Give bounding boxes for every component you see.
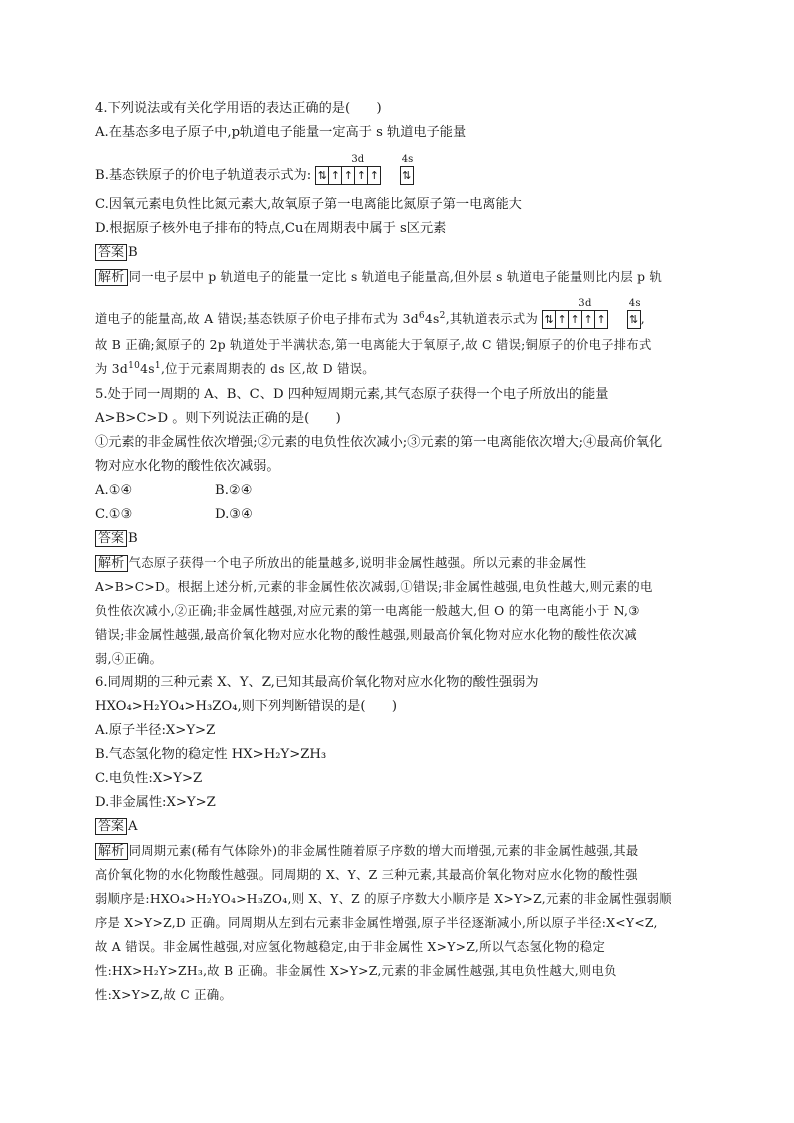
orbital-box: ↑ <box>329 167 342 184</box>
question-4-analysis-line: 道电子的能量高,故 A 错误;基态铁原子价电子排布式为 $3d^64s^2$,其轨道表示式为 3d ⇅ ↑ ↑ ↑ ↑ 4s ⇅ , <box>95 310 645 329</box>
question-4-option-c: C.因氧元素电负性比氮元素大,故氧原子第一电离能比氮原子第一电离能大 <box>95 197 522 212</box>
orbital-box: ⇅ <box>316 167 329 184</box>
orbital-box: ↑ <box>556 311 569 328</box>
question-6-option-d: D.非金属性:X>Y>Z <box>95 795 216 810</box>
question-5-option-a: A.①④ <box>95 483 133 498</box>
question-5-answer <box>95 530 138 548</box>
question-5-options-row <box>95 482 253 500</box>
orbital-diagram-4s: 4s ⇅ <box>400 166 414 185</box>
question-5-option-c: C.①③ <box>95 507 133 522</box>
orbital-box: ↑ <box>582 311 595 328</box>
orbital-diagram-3d: 3d ⇅ ↑ ↑ ↑ ↑ <box>542 310 608 329</box>
question-6-analysis-line: 高价氧化物的水化物酸性越强。同周期的 X、Y、Z 三种元素,其最高价氧化物对应水化物的酸性强 <box>95 868 638 882</box>
orbital-diagram-3d: 3d ⇅ ↑ ↑ ↑ ↑ <box>315 166 381 185</box>
orbital-box: ↑ <box>569 311 582 328</box>
question-5-analysis-line: 错误;非金属性越强,最高价氧化物对应水化物的酸性越强,则最高价氧化物对应水化物的酸性依次减 <box>95 628 637 642</box>
question-6-analysis-line: 序是 X>Y>Z,D 正确。同周期从左到右元素非金属性增强,原子半径逐渐减小,所以原子半径:X<Y<Z, <box>95 916 658 930</box>
analysis-tag: 解析 <box>95 843 128 860</box>
question-6-analysis-line: 解析 同周期元素(稀有气体除外)的非金属性随着原子序数的增大而增强,元素的非金属性越强,其最 <box>95 842 639 860</box>
question-4-analysis-line: 解析 同一电子层中 p 轨道电子的能量一定比 s 轨道电子能量高,但外层 s 轨道电子能量则比内层 p 轨 <box>95 268 662 286</box>
analysis-tag: 解析 <box>95 555 128 572</box>
question-6-analysis-line: 弱顺序是:HXO₄>H₂YO₄>H₃ZO₄,则 X、Y、Z 的原子序数大小顺序是 X>Y>Z,元素的非金属性强弱顺 <box>95 892 672 906</box>
question-5-analysis-line: 解析 气态原子获得一个电子所放出的能量越多,说明非金属性越强。所以元素的非金属性 <box>95 554 586 572</box>
question-4-analysis-line: 故 B 正确;氮原子的 2p 轨道处于半满状态,第一电离能大于氧原子,故 C 错误;铜原子的价电子排布式 <box>95 338 652 352</box>
question-6-stem: 6.同周期的三种元素 X、Y、Z,已知其最高价氧化物对应水化物的酸性强弱为 <box>95 675 539 690</box>
question-4-analysis-line: 为 $3d^{10}4s^1$,位于元素周期表的 ds 区,故 D 错误。 <box>95 360 375 376</box>
question-4-option-a: A.在基态多电子原子中,p轨道电子能量一定高于 s 轨道电子能量 <box>95 125 467 140</box>
question-5-option-d: D.③④ <box>215 507 253 522</box>
orbital-diagram-4s: 4s ⇅ <box>627 310 641 329</box>
answer-value: A <box>128 819 138 834</box>
question-5-stem: 物对应水化物的酸性依次减弱。 <box>95 459 280 474</box>
orbital-box: ↑ <box>369 169 379 182</box>
question-6-option-b: B.气态氢化物的稳定性 HX>H₂Y>ZH₃ <box>95 747 327 762</box>
question-6-option-c: C.电负性:X>Y>Z <box>95 771 203 786</box>
question-5-analysis-line: A>B>C>D。根据上述分析,元素的非金属性依次减弱,①错误;非金属性越强,电负性越大,则元素的电 <box>95 580 653 594</box>
answer-tag: 答案 <box>95 244 127 261</box>
question-5-analysis-line: 负性依次减小,②正确;非金属性越强,对应元素的第一电离能一般越大,但 O 的第一电离能小于 N,③ <box>95 604 640 618</box>
answer-value: B <box>128 531 138 546</box>
orbital-box: ↑ <box>355 167 368 184</box>
question-5-options-row <box>95 506 253 524</box>
question-6-answer <box>95 818 138 836</box>
answer-tag: 答案 <box>95 530 127 547</box>
question-4-answer <box>95 244 138 262</box>
question-5-option-b: B.②④ <box>215 483 253 498</box>
question-5-stem: 5.处于同一周期的 A、B、C、D 四种短周期元素,其气态原子获得一个电子所放出的能量 <box>95 387 609 402</box>
question-6-stem: HXO₄>H₂YO₄>H₃ZO₄,则下列判断错误的是( ) <box>95 699 398 714</box>
orbital-box: ↑ <box>596 313 607 326</box>
answer-value: B <box>128 245 138 260</box>
question-6-option-a: A.原子半径:X>Y>Z <box>95 723 216 738</box>
question-4-option-b: B.基态铁原子的价电子轨道表示式为: 3d ⇅ ↑ ↑ ↑ ↑ 4s ⇅ <box>95 154 414 183</box>
question-6-analysis-line: 故 A 错误。非金属性越强,对应氢化物越稳定,由于非金属性 X>Y>Z,所以气态氢化物的稳定 <box>95 940 606 954</box>
answer-tag: 答案 <box>95 818 127 835</box>
question-4-stem: 4.下列说法或有关化学用语的表达正确的是( ) <box>95 101 382 116</box>
question-5-stem: A>B>C>D 。则下列说法正确的是( ) <box>95 411 341 426</box>
orbital-box: ⇅ <box>628 313 639 326</box>
question-5-analysis-line: 弱,④正确。 <box>95 652 163 666</box>
question-5-stem: ①元素的非金属性依次增强;②元素的电负性依次减小;③元素的第一电离能依次增大;④最高价氧化 <box>95 435 663 450</box>
question-6-analysis-line: 性:HX>H₂Y>ZH₃,故 B 正确。非金属性 X>Y>Z,元素的非金属性越强,其电负性越大,则电负 <box>95 964 617 978</box>
orbital-box: ↑ <box>342 167 355 184</box>
question-4-option-d: D.根据原子核外电子排布的特点,Cu在周期表中属于 s区元素 <box>95 221 447 236</box>
analysis-tag: 解析 <box>95 269 128 286</box>
orbital-box: ⇅ <box>543 311 556 328</box>
orbital-box: ⇅ <box>402 169 412 182</box>
question-6-analysis-line: 性:X>Y>Z,故 C 正确。 <box>95 988 233 1002</box>
